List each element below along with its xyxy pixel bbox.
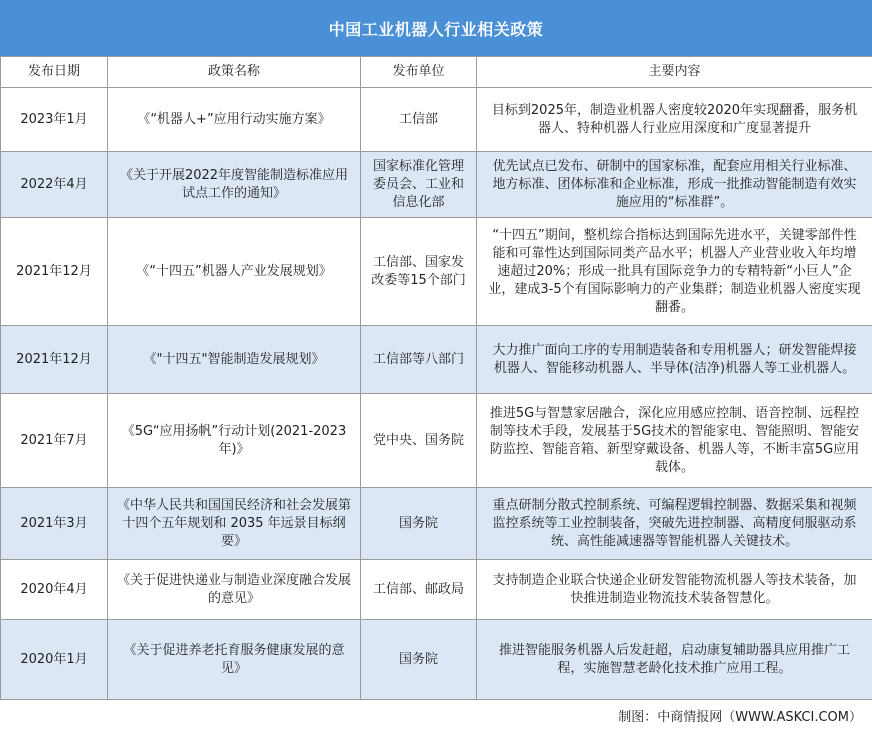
cell-content: 大力推广面向工序的专用制造装备和专用机器人；研发智能焊接机器人、智能移动机器人、半导体(洁净)机器人等工业机器人。 <box>477 326 872 394</box>
cell-issuer: 党中央、国务院 <box>361 394 477 488</box>
header-issuer: 发布单位 <box>361 57 477 88</box>
cell-content: 优先试点已发布、研制中的国家标准，配套应用相关行业标准、地方标准、团体标准和企业标准，形成一批推动智能制造有效实施应用的“标准群”。 <box>477 152 872 218</box>
cell-policy-name: 《5G“应用扬帆”行动计划(2021-2023年)》 <box>108 394 361 488</box>
cell-date: 2021年3月 <box>1 488 108 560</box>
table-row <box>1 88 872 152</box>
cell-content: 重点研制分散式控制系统、可编程逻辑控制器、数据采集和视频监控系统等工业控制装备，突破先进控制器、高精度伺服驱动系统、高性能减速器等智能机器人关键技术。 <box>477 488 872 560</box>
cell-issuer: 国家标准化管理委员会、工业和信息化部 <box>361 152 477 218</box>
cell-policy-name: 《关于开展2022年度智能制造标准应用试点工作的通知》 <box>108 152 361 218</box>
table-row <box>1 152 872 218</box>
table-row <box>1 488 872 560</box>
table-header-row <box>1 57 872 88</box>
cell-issuer: 国务院 <box>361 488 477 560</box>
cell-date: 2020年1月 <box>1 620 108 700</box>
cell-policy-name: 《“十四五”机器人产业发展规划》 <box>108 218 361 326</box>
cell-date: 2021年12月 <box>1 218 108 326</box>
header-date: 发布日期 <box>1 57 108 88</box>
cell-date: 2022年4月 <box>1 152 108 218</box>
cell-issuer: 工信部、邮政局 <box>361 560 477 620</box>
cell-content: 推进智能服务机器人后发赶超，启动康复辅助器具应用推广工程，实施智慧老龄化技术推广应用工程。 <box>477 620 872 700</box>
table-row <box>1 560 872 620</box>
header-content: 主要内容 <box>477 57 872 88</box>
cell-policy-name: 《关于促进快递业与制造业深度融合发展的意见》 <box>108 560 361 620</box>
table-row <box>1 218 872 326</box>
cell-content: 推进5G与智慧家居融合，深化应用感应控制、语音控制、远程控制等技术手段，发展基于5G技术的智能家电、智能照明、智能安防监控、智能音箱、新型穿戴设备、机器人等，不断丰富5G应用载体。 <box>477 394 872 488</box>
header-policy-name: 政策名称 <box>108 57 361 88</box>
cell-policy-name: 《“机器人+”应用行动实施方案》 <box>108 88 361 152</box>
cell-issuer: 工信部 <box>361 88 477 152</box>
cell-policy-name: 《"十四五"智能制造发展规划》 <box>108 326 361 394</box>
page-title: 中国工业机器人行业相关政策 <box>0 0 872 56</box>
cell-issuer: 国务院 <box>361 620 477 700</box>
cell-issuer: 工信部等八部门 <box>361 326 477 394</box>
cell-content: 支持制造企业联合快递企业研发智能物流机器人等技术装备，加快推进制造业物流技术装备智慧化。 <box>477 560 872 620</box>
cell-policy-name: 《关于促进养老托育服务健康发展的意见》 <box>108 620 361 700</box>
table-row <box>1 394 872 488</box>
source-credit: 制图：中商情报网（WWW.ASKCI.COM） <box>618 710 862 725</box>
cell-date: 2020年4月 <box>1 560 108 620</box>
cell-issuer: 工信部、国家发改委等15个部门 <box>361 218 477 326</box>
table-row <box>1 620 872 700</box>
table-row <box>1 326 872 394</box>
cell-date: 2023年1月 <box>1 88 108 152</box>
cell-policy-name: 《中华人民共和国国民经济和社会发展第十四个五年规划和 2035 年远景目标纲要》 <box>108 488 361 560</box>
cell-date: 2021年7月 <box>1 394 108 488</box>
policy-table <box>0 56 872 700</box>
cell-date: 2021年12月 <box>1 326 108 394</box>
cell-content: 目标到2025年，制造业机器人密度较2020年实现翻番，服务机器人、特种机器人行业应用深度和广度显著提升 <box>477 88 872 152</box>
cell-content: “十四五”期间，整机综合指标达到国际先进水平，关键零部件性能和可靠性达到国际同类产品水平；机器人产业营业收入年均增速超过20%；形成一批具有国际竞争力的专精特新“小巨人”企业，建成3-5个有国际影响力的产业集群；制造业机器人密度实现翻番。 <box>477 218 872 326</box>
